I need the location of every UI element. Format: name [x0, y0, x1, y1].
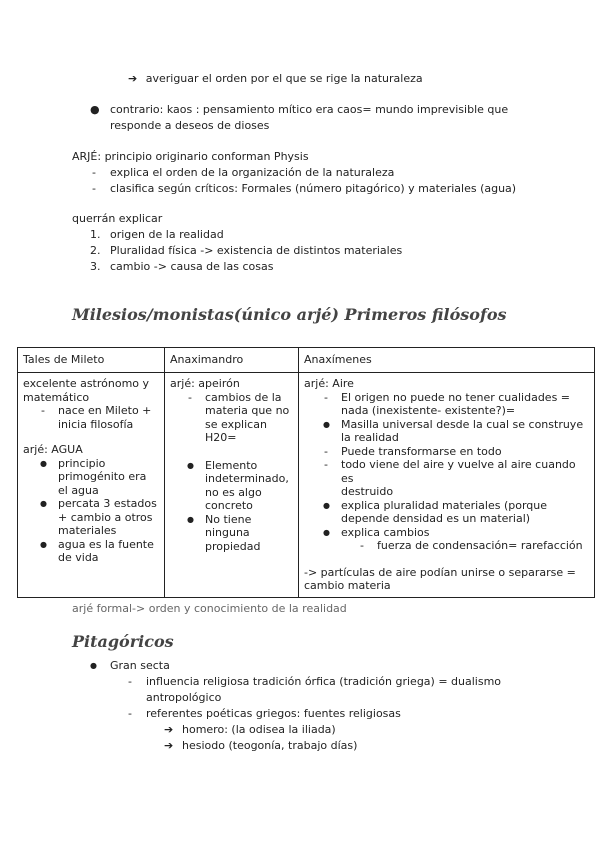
- anaximandro-b1-line: Elemento: [205, 458, 258, 472]
- dash-marker: -: [324, 390, 328, 404]
- header-anaximenes: Anaxímenes: [299, 348, 595, 373]
- contrario-line-1: contrario: kaos : pensamiento mítico era caos= mundo imprevisible que: [110, 103, 509, 116]
- milesios-heading: Milesios/monistas(único arjé) Primeros filósofos: [72, 305, 507, 324]
- philosophers-table: [17, 347, 595, 598]
- bullet-marker: ●: [90, 103, 100, 116]
- anaximandro-d1-line: H20=: [205, 431, 237, 444]
- tales-arje: arjé: AGUA: [23, 443, 83, 456]
- bullet-marker: ●: [40, 499, 47, 508]
- list-item: [23, 457, 159, 498]
- cell-anaximandro: [165, 373, 299, 598]
- anaximandro-d1-line: materia que no: [205, 404, 290, 417]
- arrow-marker: ➔: [164, 739, 174, 752]
- tales-b1-line: primogénito era: [58, 470, 147, 483]
- querran-title: querrán explicar: [72, 212, 163, 225]
- arje-formal-note: arjé formal-> orden y conocimiento de la realidad: [72, 602, 347, 615]
- list-item: [23, 497, 159, 538]
- tales-line-2: matemático: [23, 390, 90, 404]
- arje-title: ARJÉ: principio originario conforman Physis: [72, 150, 309, 163]
- anaximandro-b1-line: indeterminado,: [205, 472, 289, 485]
- dash-marker: -: [128, 675, 132, 688]
- anaximenes-d4-line: fuerza de condensación= rarefacción: [377, 539, 583, 552]
- arrow-marker: ➔: [164, 723, 174, 736]
- list-item: [304, 539, 589, 553]
- anaximenes-d2-line: Puede transformarse en todo: [341, 444, 502, 458]
- bullet-marker: ●: [40, 458, 47, 468]
- anaximandro-b2-line: propiedad: [205, 539, 261, 553]
- list-item: [170, 459, 293, 513]
- anaximenes-d3-line: destruido: [341, 485, 394, 498]
- dash-marker: -: [92, 166, 96, 179]
- tales-b1-line: principio: [58, 456, 106, 470]
- anaximandro-d1-line: cambios de la: [205, 390, 282, 404]
- list-item: [304, 418, 589, 445]
- bullet-marker: ●: [40, 539, 47, 549]
- anaximenes-b2-line: depende densidad es un material): [341, 512, 531, 525]
- list-item: [23, 404, 159, 431]
- querran-item-2: Pluralidad física -> existencia de distintos materiales: [110, 244, 403, 257]
- tales-b3-line: de vida: [58, 551, 99, 564]
- tales-b2-line: materiales: [58, 524, 117, 537]
- anaximenes-d3-line: todo viene del aire y vuelve al aire cuando es: [341, 458, 576, 485]
- dash-marker: -: [41, 404, 45, 417]
- querran-item-1: origen de la realidad: [110, 228, 224, 241]
- arrow-marker: ➔: [128, 72, 138, 85]
- dash-marker: -: [128, 707, 132, 720]
- arje-item-1: explica el orden de la organización de la naturaleza: [110, 166, 395, 179]
- arrow-list-item: [128, 71, 423, 86]
- bullet-marker: ●: [187, 514, 194, 524]
- number-marker: 3.: [90, 260, 101, 273]
- bullet-marker: ●: [323, 527, 330, 537]
- tales-b2-line: + cambio a otros: [58, 510, 153, 524]
- pitagoricos-a1: homero: (la odisea la iliada): [182, 723, 336, 736]
- pitagoricos-heading: Pitagóricos: [72, 632, 174, 651]
- list-item: [170, 391, 293, 445]
- tales-b1-line: el agua: [58, 483, 99, 497]
- dash-marker: -: [324, 458, 328, 471]
- header-tales: Tales de Mileto: [18, 348, 165, 373]
- cell-tales: [18, 373, 165, 598]
- anaximandro-b1-line: concreto: [205, 499, 253, 512]
- bullet-marker: ●: [187, 460, 194, 470]
- anaximandro-b2-line: ninguna: [205, 526, 250, 539]
- anaximandro-d1-line: se explican: [205, 417, 267, 431]
- bullet-marker: ●: [323, 500, 330, 510]
- header-anaximandro: Anaximandro: [165, 348, 299, 373]
- pitagoricos-d1a: influencia religiosa tradición órfica (tradición griega) = dualismo: [146, 675, 502, 688]
- querran-item-3: cambio -> causa de las cosas: [110, 260, 274, 273]
- tales-b3-line: agua es la fuente: [58, 537, 154, 551]
- anaximenes-arje: arjé: Aire: [304, 377, 354, 390]
- tales-line-1: excelente astrónomo y: [23, 377, 150, 390]
- anaximenes-d1-line: El origen no puede no tener cualidades =: [341, 390, 571, 404]
- number-marker: 2.: [90, 244, 101, 257]
- pitagoricos-d2: referentes poéticas griegos: fuentes religiosas: [146, 707, 401, 720]
- bullet-marker: ●: [90, 661, 97, 670]
- list-item: [170, 513, 293, 554]
- cell-anaximenes: [299, 373, 595, 598]
- arje-item-2: clasifica según críticos: Formales (número pitagórico) y materiales (agua): [110, 182, 517, 195]
- dash-marker: -: [360, 539, 364, 552]
- anaximenes-b3-line: explica cambios: [341, 525, 430, 539]
- anaximenes-foot-line: cambio materia: [304, 579, 391, 592]
- list-item: [304, 458, 589, 499]
- anaximandro-arje: arjé: apeirón: [170, 377, 240, 390]
- anaximenes-d1-line: nada (inexistente- existente?)=: [341, 404, 516, 417]
- list-item: [304, 526, 589, 540]
- contrario-line-2: responde a deseos de dioses: [110, 119, 270, 132]
- tales-b2-line: percata 3 estados: [58, 497, 157, 510]
- arrow-text: averiguar el orden por el que se rige la naturaleza: [145, 72, 423, 85]
- number-marker: 1.: [90, 228, 101, 241]
- anaximenes-b1-line: la realidad: [341, 431, 399, 444]
- anaximandro-b2-line: No tiene: [205, 512, 252, 526]
- bullet-marker: ●: [323, 419, 330, 429]
- pitagoricos-d1b: antropológico: [146, 691, 222, 704]
- pitagoricos-bullet: Gran secta: [110, 659, 170, 672]
- dash-marker: -: [92, 182, 96, 195]
- list-item: [304, 445, 589, 459]
- anaximenes-b1-line: Masilla universal desde la cual se construye: [341, 417, 584, 431]
- dash-marker: -: [188, 390, 192, 404]
- list-item: [23, 538, 159, 565]
- list-item: [304, 391, 589, 418]
- anaximenes-foot-line: -> partículas de aire podían unirse o separarse =: [304, 565, 576, 579]
- pitagoricos-a2: hesiodo (teogonía, trabajo días): [182, 739, 358, 752]
- anaximenes-b2-line: explica pluralidad materiales (porque: [341, 498, 548, 512]
- dash-marker: -: [324, 444, 328, 458]
- tales-sub-a: nace en Mileto +: [58, 404, 152, 417]
- anaximandro-b1-line: no es algo: [205, 485, 262, 499]
- list-item: [304, 499, 589, 526]
- tales-sub-b: inicia filosofía: [58, 417, 134, 431]
